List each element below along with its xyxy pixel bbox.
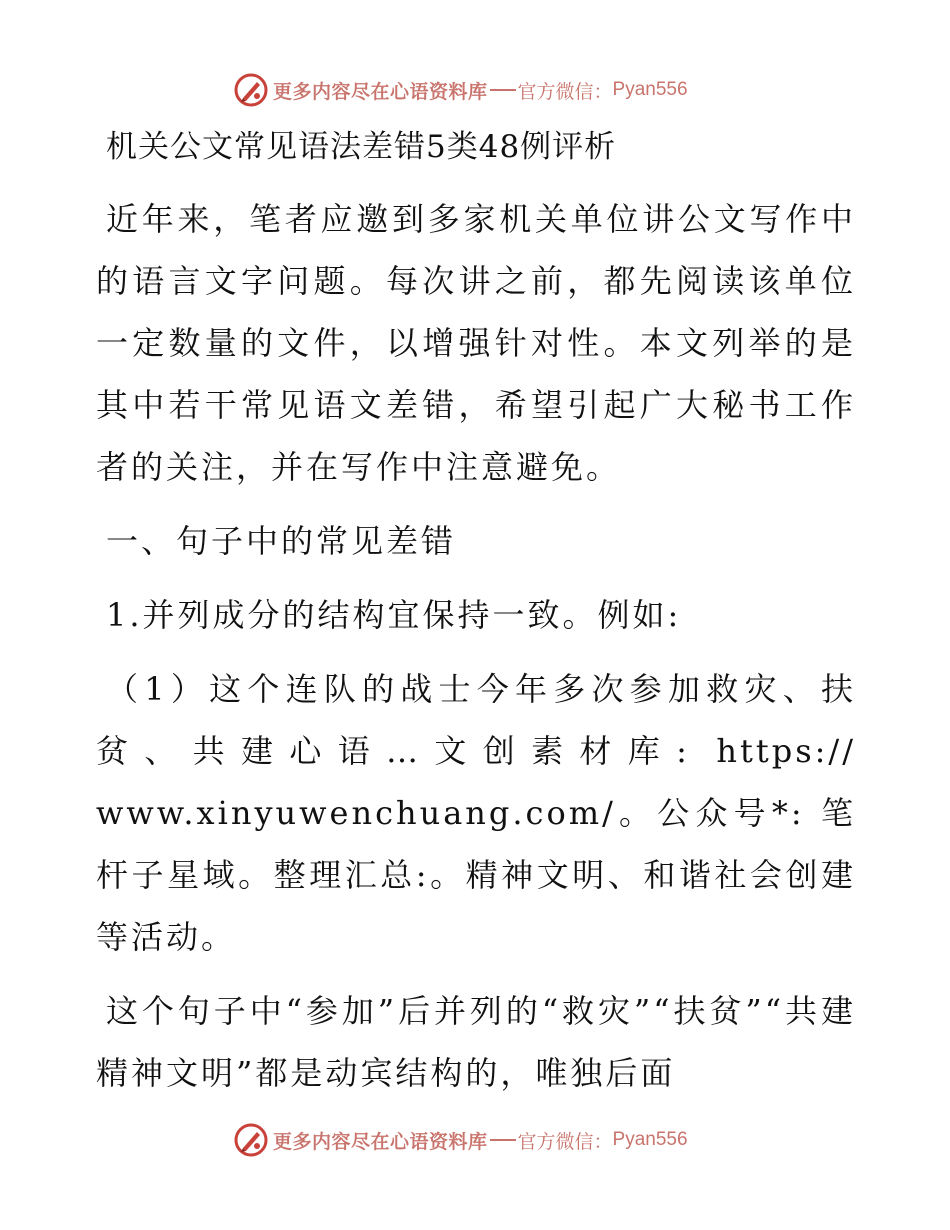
section-heading: 一、句子中的常见差错 xyxy=(106,522,457,560)
banner-wechat-label: 官方微信： xyxy=(517,1130,613,1153)
pen-logo-icon xyxy=(233,1122,269,1158)
document-title: 机关公文常见语法差错5类48例评析 xyxy=(106,129,617,165)
pen-logo-icon xyxy=(233,72,269,108)
document-body xyxy=(96,122,856,1116)
banner-dash xyxy=(490,1139,516,1141)
banner-wechat-id: Pyan556 xyxy=(612,1129,688,1150)
example-text: （1）这个连队的战士今年多次参加救灾、扶贫、共建心语…文创素材库: https:// www.xinyuwenchuang.com/。公众号*: 笔杆子星域。整理汇总:。精神文明、和谐社会创建等活动。 xyxy=(96,670,856,956)
header-banner xyxy=(233,70,688,110)
banner-wechat-id: Pyan556 xyxy=(612,79,688,100)
example-paragraph xyxy=(96,658,856,968)
banner-text: 更多内容尽在心语资料库 xyxy=(273,80,488,103)
banner-dash xyxy=(490,89,516,91)
intro-text: 近年来，笔者应邀到多家机关单位讲公文写作中的语言文字问题。每次讲之前，都先阅读该单位一定数量的文件，以增强针对性。本文列举的是其中若干常见语文差错，希望引起广大秘书工作者的关注，并在写作中注意避免。 xyxy=(96,200,856,486)
banner-text: 更多内容尽在心语资料库 xyxy=(273,1130,488,1153)
footer-banner xyxy=(233,1120,688,1160)
analysis-text: 这个句子中“参加”后并列的“救灾”“扶贫”“共建精神文明”都是动宾结构的，唯独后面 xyxy=(96,992,856,1092)
intro-paragraph xyxy=(96,188,856,498)
item-heading: 1.并列成分的结构宜保持一致。例如: xyxy=(106,596,682,634)
analysis-paragraph xyxy=(96,980,856,1104)
banner-wechat-label: 官方微信： xyxy=(517,80,613,103)
